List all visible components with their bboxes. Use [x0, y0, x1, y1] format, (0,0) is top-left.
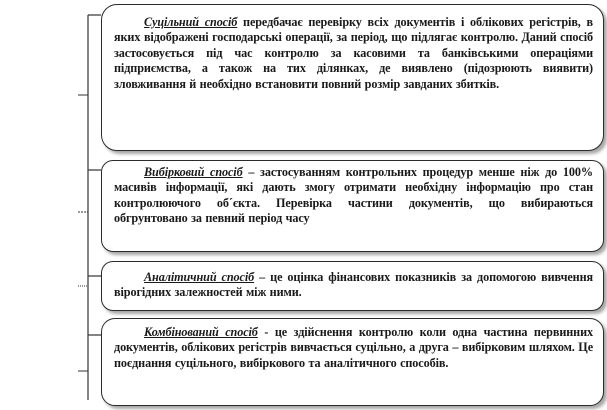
method-box-combined — [101, 318, 604, 406]
method-text: – застосуванням контрольних процедур менше ніж до 100% масивів інформації, які дають змогу отримати необхідну інформацію про стан контролюючого об´єкта. Перевірка частини документів, що вибираються обгрунтовано за певний період часу — [114, 165, 593, 226]
method-box-analytical — [101, 261, 604, 311]
method-description — [114, 270, 593, 301]
method-term: Комбінований спосіб — [144, 325, 258, 339]
method-box-selective — [101, 160, 604, 252]
method-text: передбачає перевірку всіх документів і облікових регістрів, в яких відображені господарські операції, за період, що підлягає контролю. Даний спосіб застосовується під час контролю за касовими та банківськими операціями підприємства, а також на тих ділянках, де виявлено (підозрюють виявити) зловживання й необхідно встановити повний розмір завданих збитків. — [114, 15, 593, 91]
method-term: Суцільний спосіб — [144, 15, 238, 29]
method-box-continuous — [101, 4, 604, 151]
method-description — [114, 165, 593, 227]
method-text: – це оцінка фінансових показників за допомогою вивчення вірогідних залежностей між ними. — [114, 270, 593, 300]
method-term: Вибірковий спосіб — [144, 165, 243, 179]
method-term: Аналітичний спосіб — [144, 270, 255, 284]
method-description — [114, 325, 593, 371]
method-description — [114, 15, 593, 92]
method-text: - це здійснення контролю коли одна частина первинних документів, облікових регістрів вивчається суцільно, а друга – вибірковим шляхом. Це поєднання суцільного, вибіркового та аналітичного способів. — [114, 325, 593, 370]
